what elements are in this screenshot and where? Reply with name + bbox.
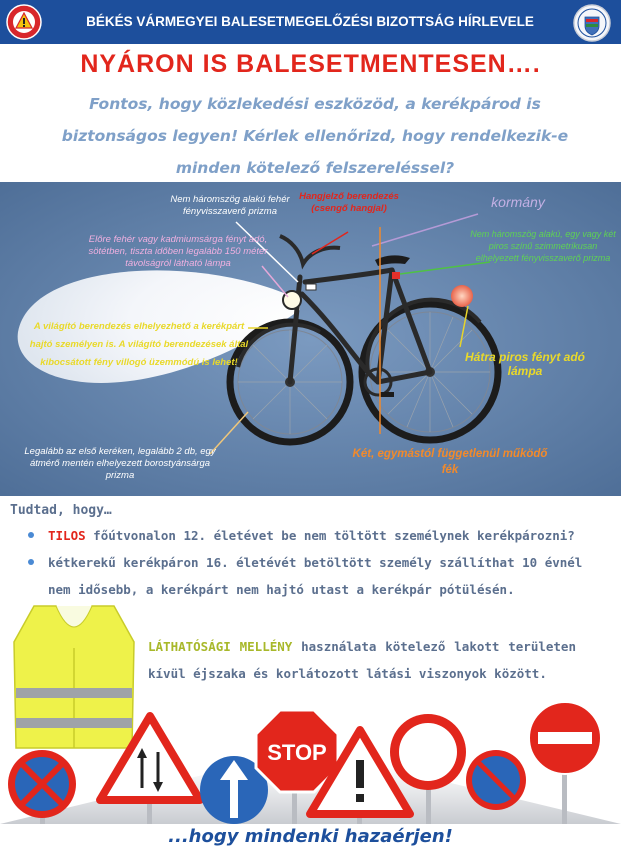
wheel-reflector-label: Legalább az első keréken, legalább 2 db, egy átmérő mentén elhelyezett borostyánsárga prizma	[24, 446, 216, 481]
vest-highlight: LÁTHATÓSÁGI MELLÉNY	[148, 639, 293, 654]
intro-paragraph: Fontos, hogy közlekedési eszközöd, a kerékpárod is biztonságos legyen! Kérlek ellenőrizd, hogy rendelkezik-e minden kötelező felszereléssel?	[61, 95, 569, 177]
stop-sign-label: STOP	[267, 740, 327, 765]
bullet2-text: kétkerekű kerékpáron 16. életévét betöltött személy szállíthat 10 évnél nem idősebb, a kerékpárt nem hajtó utast a kerékpár pótülésén.	[48, 555, 583, 597]
brakes-label: Két, egymástól függetlenül működő fék	[352, 448, 548, 476]
front-lamp-label: Előre fehér vagy kadmiumsárga fényt adó, sötétben, tiszta időben legalább 150 méter távolságról látható lámpa	[88, 234, 268, 269]
bell-label: Hangjelző berendezés (csengő hangjal)	[299, 191, 399, 214]
bullet-icon	[28, 559, 34, 565]
header-title: BÉKÉS VÁRMEGYEI BALESETMEGELŐZÉSI BIZOTTSÁG HÍRLEVELE	[86, 14, 534, 29]
bullet1-text: főútvonalon 12. életévet be nem töltött személynek kerékpározni?	[85, 528, 575, 543]
list-item	[28, 522, 608, 549]
tilos-highlight: TILOS	[48, 528, 86, 543]
vest-paragraph	[148, 633, 576, 687]
two-way-traffic-sign-icon	[100, 716, 200, 800]
footer-slogan: ...hogy mindenki hazaérjen!	[168, 826, 453, 847]
no-vehicles-sign-icon	[390, 714, 466, 790]
rear-reflector-label: Nem háromszög alakú, egy vagy két piros színű szimmetrikusan elhelyezett fényvisszaverő prizma	[470, 229, 616, 263]
handlebar-label: kormány	[491, 194, 545, 210]
list-item	[28, 549, 608, 603]
no-entry-sign-icon	[529, 702, 601, 774]
bicycle-equipment-panel	[0, 182, 621, 496]
did-you-know-heading: Tudtad, hogy…	[10, 503, 112, 518]
rear-lamp-label: Hátra piros fényt adó lámpa	[464, 350, 586, 378]
page-title: NYÁRON IS BALESETMENTESEN….	[80, 50, 541, 78]
vest-rest-text: használata kötelező lakott területen kívül éjszaka és korlátozott látási viszonyok között.	[148, 639, 576, 681]
police-badge-icon	[572, 3, 612, 43]
front-reflector-label: Nem háromszög alakú fehér fényvisszaverő prizma	[170, 194, 290, 217]
no-stopping-sign-icon	[8, 750, 76, 818]
lamp-note-label: A világító berendezés elhelyezhető a kerékpárt hajtó személyen is. A világító berendezések által kibocsátott fény villogó üzemmódú is lehet!	[29, 321, 249, 368]
committee-emblem-icon	[6, 4, 42, 40]
bullet-icon	[28, 532, 34, 538]
road-signs-illustration	[0, 696, 621, 826]
no-stopping-sign-icon-2	[466, 750, 526, 810]
